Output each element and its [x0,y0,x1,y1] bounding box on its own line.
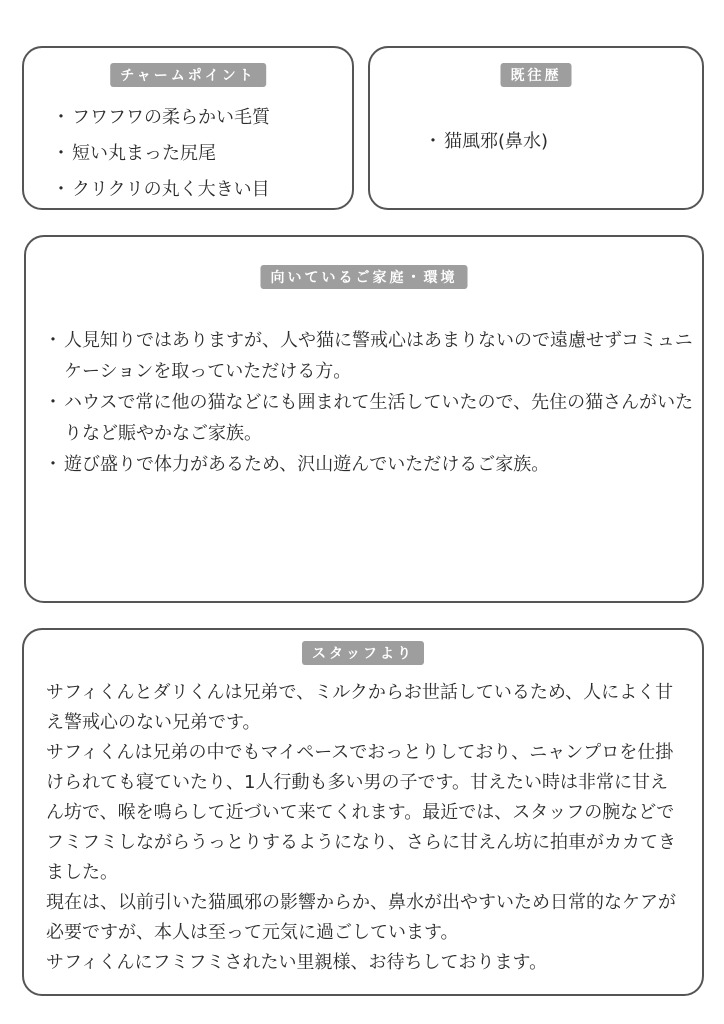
charm-point-card [22,46,354,210]
medical-history-card [368,46,704,210]
list-item: ・ クリクリの丸く大きい目 [52,172,270,208]
suitable-home-title: 向いているご家庭・環境 [261,265,468,289]
suitable-home-card [24,235,704,603]
list-item: ・ 猫風邪(鼻水) [424,124,548,160]
list-item: ・ 遊び盛りで体力があるため、沢山遊んでいただけるご家族。 [44,449,704,480]
list-item: ・ 人見知りではありますが、人や猫に警戒心はあまりないので遠慮せずコミュニケーションを取っていただける方。 [44,325,704,387]
staff-message-body: サフィくんとダリくんは兄弟で、ミルクからお世話しているため、人によく甘え警戒心のない兄弟です。 サフィくんは兄弟の中でもマイペースでおっとりしており、ニャンプロを仕掛けられても寝ていたり、1人行動も多い男の子です。甘えたい時は非常に甘えん坊で、喉を鳴らして近づいて来てくれます。最近では、スタッフの腕などでフミフミしながらうっとりするようになり、さらに甘えん坊に拍車がカカてきました。 現在は、以前引いた猫風邪の影響からか、鼻水が出やすいため日常的なケアが必要ですが、本人は至って元気に過ごしています。 サフィくんにフミフミされたい里親様、お待ちしております。 [46,682,676,973]
list-item: ・ 短い丸まった尻尾 [52,136,270,172]
charm-point-title: チャームポイント [110,63,266,87]
suitable-home-list [44,325,704,480]
medical-history-list [424,124,548,160]
staff-message-card [22,628,704,996]
list-item: ・ ハウスで常に他の猫などにも囲まれて生活していたので、先住の猫さんがいたりなど賑やかなご家族。 [44,387,704,449]
charm-point-list [52,100,270,208]
list-item: ・ フワフワの柔らかい毛質 [52,100,270,136]
medical-history-title: 既往歴 [501,63,572,87]
staff-message-title: スタッフより [302,641,424,665]
